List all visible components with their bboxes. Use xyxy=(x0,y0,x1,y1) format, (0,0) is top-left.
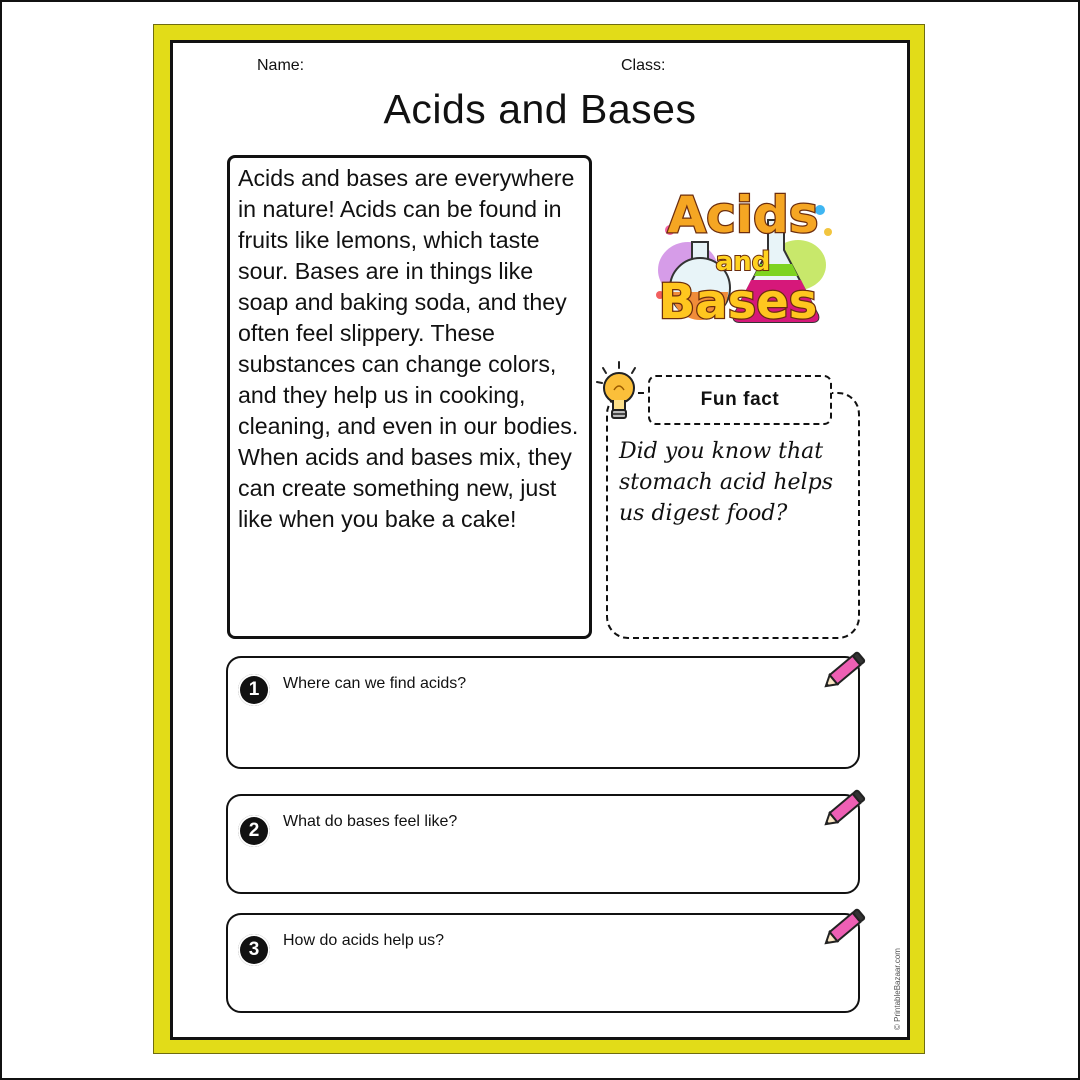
class-label: Class: xyxy=(621,57,666,74)
name-label: Name: xyxy=(257,57,305,74)
question-3-answer-box[interactable] xyxy=(226,913,860,1013)
reading-passage: Acids and bases are everywhere in nature! Acids can be found in fruits like lemons, which taste sour. Bases are in things like soap and baking soda, and they often feel slippery. These substances can change colors, and they help us in cooking, cleaning, and even in our bodies. When acids and bases mix, they can create something new, just like when you bake a cake! xyxy=(238,165,579,532)
logo-word-bases: Bases xyxy=(658,274,818,330)
page-title: Acids and Bases xyxy=(383,86,697,132)
question-1-text: Where can we find acids? xyxy=(283,675,467,692)
question-2-number-badge: 2 xyxy=(238,815,270,847)
pencil-icon xyxy=(820,788,870,828)
question-1-answer-box[interactable] xyxy=(226,656,860,769)
pencil-icon xyxy=(820,907,870,947)
fun-fact-label: Fun fact xyxy=(648,375,832,425)
question-2-text: What do bases feel like? xyxy=(283,813,458,830)
lightbulb-icon xyxy=(594,360,644,424)
logo-word-and: and xyxy=(715,247,771,277)
question-1-number-badge: 1 xyxy=(238,674,270,706)
acids-and-bases-logo xyxy=(648,170,838,340)
question-3-text: How do acids help us? xyxy=(283,932,444,949)
copyright-credit: © PrintableBazaar.com xyxy=(893,948,902,1030)
logo-word-acids: Acids xyxy=(667,186,819,244)
fun-fact-text: Did you know that stomach acid helps us digest food? xyxy=(619,439,833,526)
question-3-number-badge: 3 xyxy=(238,934,270,966)
pencil-icon xyxy=(820,650,870,690)
question-2-answer-box[interactable] xyxy=(226,794,860,894)
